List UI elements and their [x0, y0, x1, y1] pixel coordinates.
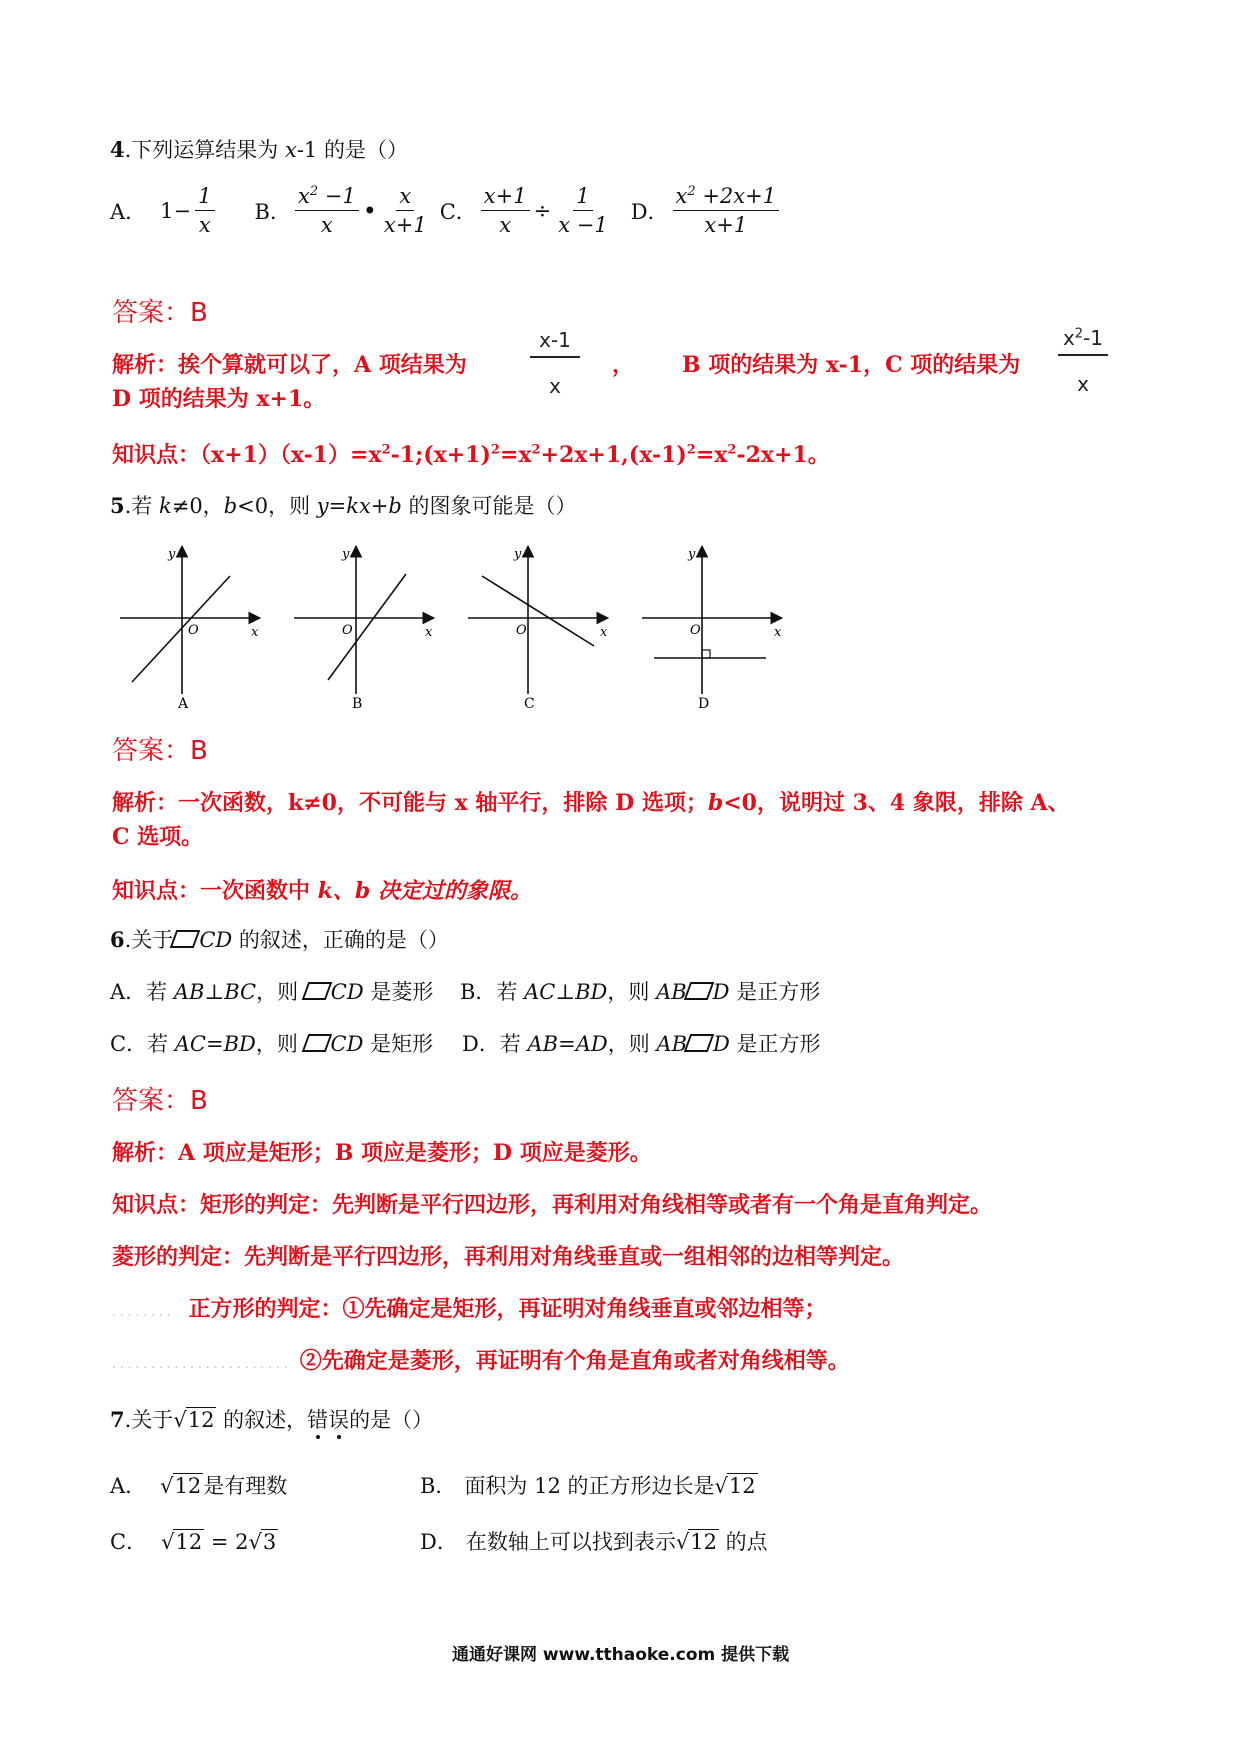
frac-num: x-1: [539, 328, 571, 352]
q6-d-cond: AB=AD: [527, 1032, 608, 1056]
q4-a-frac: [195, 184, 214, 237]
q6-knowledge-2: 菱形的判定：先判断是平行四边形，再利用对角线垂直或一组相邻的边相等判定。: [112, 1244, 905, 1270]
footer-source: 通通好课网 www.tthaoke.com 提供下载: [452, 1645, 790, 1665]
knowledge-part: +2x+1,(x-1): [540, 442, 687, 468]
q4-stem-var: x: [284, 138, 297, 162]
q7-number: 7: [110, 1407, 125, 1432]
q5-analysis-a: 解析：一次函数，k≠0，不可能与 x 轴平行，排除 D 选项；: [112, 790, 708, 816]
q7-b-label: B．: [420, 1474, 457, 1498]
q6-option-c: [110, 1028, 433, 1058]
q7-c-eq: = 2: [204, 1530, 249, 1554]
q6-answer: 答案：B: [112, 1086, 208, 1116]
knowledge-part: =x: [499, 442, 532, 468]
q7-d-text: 在数轴上可以找到表示: [465, 1530, 676, 1554]
frac-num: [295, 184, 359, 211]
q4-analysis-frac-c: [1058, 328, 1108, 394]
q5-stem-k: k: [158, 494, 172, 518]
frac-den: x −1: [558, 213, 608, 238]
sqrt-radicand: 3: [262, 1530, 277, 1554]
frac-num: 1: [573, 184, 592, 211]
q4-analysis-comma: ，: [612, 352, 635, 378]
q4-stem-text: .下列运算结果为: [124, 138, 285, 162]
graph-b-origin: O: [342, 623, 353, 638]
frac-num: x+1: [481, 184, 530, 211]
frac-den: x: [549, 374, 561, 398]
graph-d-origin: O: [690, 623, 701, 638]
q4-option-d-label: D．: [630, 199, 669, 224]
q4-c-div: ÷: [533, 198, 552, 223]
q4-answer: 答案：B: [112, 298, 208, 328]
graph-d-label: D: [698, 696, 710, 711]
knowledge-sup: 2: [490, 442, 500, 458]
q4-options: [110, 184, 783, 237]
q4-c-frac1: [481, 184, 530, 237]
q5-knowledge-a: 知识点：一次函数中: [112, 878, 318, 904]
q6-knowledge-4: [112, 1344, 850, 1375]
graph-b-y: y: [342, 547, 350, 562]
knowledge-part: =x: [695, 442, 728, 468]
q5-answer: 答案：B: [112, 736, 208, 766]
q5-stem-a: .若: [124, 494, 159, 518]
q7-option-b: [420, 1470, 758, 1500]
knowledge-part: -2x+1。: [736, 442, 830, 468]
knowledge-sup: 2: [686, 442, 696, 458]
q4-knowledge: [112, 438, 830, 469]
sqrt-symbol: √12: [173, 1408, 215, 1432]
q5-stem-y: y=kx+b: [316, 494, 402, 518]
graph-d-x: x: [774, 625, 782, 640]
q4-c-frac2: [555, 184, 610, 237]
q5-stem-bv: b: [223, 494, 238, 518]
sqrt-radicand: 12: [187, 1408, 215, 1432]
q6-option-b: [460, 976, 820, 1006]
sqrt-symbol: √12: [161, 1530, 203, 1554]
q6-d-res: 是正方形: [729, 1032, 821, 1056]
q6-d-then: ，则: [607, 1032, 657, 1056]
graph-b-x: x: [425, 625, 433, 640]
frac-den: x: [198, 213, 211, 238]
q5-stem-b: ≠0，: [171, 494, 224, 518]
q7-option-a: [110, 1470, 287, 1500]
q4-analysis-line1: [112, 348, 467, 379]
q7-option-c: [110, 1526, 278, 1556]
q6-b-label: B．若: [460, 980, 525, 1004]
frac-num-sup: 2: [1074, 326, 1084, 342]
sqrt-radicand: 12: [728, 1474, 756, 1498]
q5-knowledge-b: k、b 决定过的象限。: [317, 878, 532, 904]
q4-option-b-label: B．: [254, 199, 291, 224]
sqrt-symbol: √12: [714, 1474, 756, 1498]
q7-stem: [110, 1404, 433, 1434]
frac-den: x: [1077, 372, 1089, 396]
q6-a-res: 是菱形: [363, 980, 434, 1004]
graph-c: [468, 547, 608, 711]
q7-b-text: 面积为 12 的正方形边长是: [464, 1474, 715, 1498]
q7-d-label: D．: [420, 1530, 458, 1554]
q4-b-frac2: [381, 184, 430, 237]
graph-c-label: C: [524, 696, 535, 711]
knowledge-sup: 2: [381, 442, 391, 458]
q6-b-cond2: BD: [575, 980, 608, 1004]
q7-stem-b: 的叙述，: [216, 1408, 308, 1432]
q6-b-perp: ⊥: [555, 980, 576, 1004]
q6-a-then: ，则: [256, 980, 305, 1004]
parallelogram-icon: [170, 930, 201, 948]
graph-b-label: B: [352, 696, 363, 711]
q4-number: 4: [110, 137, 125, 162]
frac-den: x+1: [383, 213, 427, 238]
frac-num-var: x: [675, 184, 688, 208]
q6-stem: [110, 924, 449, 954]
knowledge-label: 知识点：: [112, 442, 201, 468]
q6-b-res: 是正方形: [729, 980, 821, 1004]
sqrt-symbol: √3: [248, 1530, 277, 1554]
q6-option-a: [110, 976, 433, 1006]
q6-a-shape: CD: [330, 980, 364, 1004]
q7-c-label: C．: [110, 1530, 148, 1554]
parallelogram-icon: [302, 982, 333, 1000]
parallelogram-icon: [683, 982, 714, 1000]
q6-stem-cd: CD: [199, 928, 233, 952]
q6-d-label: D．若: [462, 1032, 528, 1056]
q6-c-res: 是矩形: [363, 1032, 434, 1056]
q4-analysis-frac-a: [530, 330, 580, 396]
graph-c-y: y: [514, 547, 522, 562]
graph-a-label: A: [178, 696, 189, 711]
q7-emphasis-2: 误: [328, 1408, 350, 1432]
frac-den: x: [320, 213, 333, 238]
frac-num: [673, 184, 780, 211]
q4-b-dot: •: [362, 196, 377, 225]
frac-num-tail: −1: [318, 184, 356, 208]
knowledge-sup: 2: [727, 442, 737, 458]
sqrt-radicand: 12: [690, 1530, 717, 1554]
graph-a-origin: O: [188, 623, 199, 638]
q5-analysis-line2: C 选项。: [112, 824, 204, 850]
q7-d-tail: 的点: [718, 1530, 768, 1554]
dot-leader: .......................: [112, 1357, 292, 1371]
knowledge-part: -1;(x+1): [390, 442, 491, 468]
q4-stem: [110, 134, 408, 164]
frac-num-var: x: [297, 184, 310, 208]
q6-a-label: A．若: [110, 980, 174, 1004]
knowledge-sup: 2: [531, 442, 541, 458]
q4-option-c-label: C．: [439, 199, 477, 224]
q6-a-cond2: BC: [224, 980, 257, 1004]
q6-b-shape-a: AB: [656, 980, 687, 1004]
q5-stem-c: <0，则: [237, 494, 317, 518]
sqrt-symbol: √12: [675, 1530, 717, 1554]
frac-den: x+1: [704, 213, 748, 238]
q7-emphasis-1: 错: [307, 1408, 329, 1432]
frac-num-tail: -1: [1083, 326, 1104, 350]
q6-option-d: [462, 1028, 821, 1058]
q6-k3-text: 正方形的判定：①先确定是矩形，再证明对角线垂直或邻边相等；: [188, 1296, 827, 1322]
q4-analysis-text-a: 解析：挨个算就可以了，A 项结果为: [112, 352, 467, 378]
q5-number: 5: [110, 493, 125, 518]
q5-knowledge: [112, 874, 532, 905]
q6-stem-b: 的叙述，正确的是（）: [232, 928, 449, 952]
q6-a-cond: AB: [173, 980, 205, 1004]
q6-c-label: C．若: [110, 1032, 175, 1056]
frac-num: [1063, 328, 1103, 354]
frac-num-tail: +2x+1: [695, 184, 777, 208]
graph-b: [294, 547, 433, 711]
q7-option-d: [420, 1526, 768, 1556]
frac-num: 1: [195, 184, 214, 211]
q6-stem-a: .关于: [124, 928, 174, 952]
knowledge-part: （x+1）（x-1）=x: [200, 442, 382, 468]
q4-option-a-label: A．: [110, 199, 147, 224]
frac-num: x: [396, 184, 414, 211]
q6-a-perp: ⊥: [204, 980, 225, 1004]
q6-k4-text: ②先确定是菱形，再证明有个角是直角或者对角线相等。: [299, 1348, 850, 1374]
graph-a-y: y: [168, 547, 176, 562]
q7-stem-d: 的是（）: [349, 1408, 434, 1432]
graph-a: [120, 547, 259, 711]
q6-b-then: ，则: [607, 980, 657, 1004]
dot-leader: ........: [112, 1305, 175, 1319]
sqrt-symbol: √12: [160, 1474, 202, 1498]
frac-num-sup: 2: [309, 184, 319, 199]
q6-analysis: 解析：A 项应是矩形；B 项应是菱形；D 项应是菱形。: [112, 1140, 652, 1166]
q6-d-shape-a: AB: [656, 1032, 688, 1056]
frac-den: x: [499, 213, 512, 238]
sqrt-radicand: 12: [174, 1474, 202, 1498]
graph-a-x: x: [251, 625, 259, 640]
parallelogram-icon: [684, 1034, 715, 1052]
q4-a-minus: −: [173, 198, 192, 223]
q6-knowledge-3: [112, 1292, 827, 1323]
sqrt-radicand: 12: [175, 1530, 203, 1554]
q4-d-frac: [673, 184, 780, 237]
q5-stem: [110, 490, 577, 520]
frac-num-sup: 2: [687, 184, 696, 199]
q7-a-text: 是有理数: [203, 1474, 288, 1498]
q6-c-cond: AC=BD: [174, 1032, 256, 1056]
q6-d-shape-b: D: [713, 1032, 730, 1056]
graph-c-origin: O: [516, 623, 527, 638]
frac-num-var: x: [1062, 326, 1075, 350]
q6-b-shape-b: D: [712, 980, 730, 1004]
q5-analysis-line1: [112, 786, 1070, 817]
q4-analysis-line2: D 项的结果为 x+1。: [112, 386, 326, 412]
q6-b-cond: AC: [524, 980, 556, 1004]
parallelogram-icon: [301, 1034, 332, 1052]
q6-number: 6: [110, 927, 125, 952]
q4-analysis-b: B 项的结果为 x-1，C 项的结果为: [682, 352, 1021, 378]
graph-d: [642, 547, 782, 711]
q5-analysis-c: <0，说明过 3、4 象限，排除 A、: [723, 790, 1070, 816]
graph-d-y: y: [688, 547, 696, 562]
q4-b-frac1: [295, 184, 359, 237]
q5-stem-d: 的图象可能是（）: [401, 494, 577, 518]
q5-graphs: [110, 536, 810, 711]
q4-a-one: 1: [160, 198, 174, 223]
q6-c-shape: CD: [330, 1032, 364, 1056]
q7-a-label: A．: [110, 1474, 147, 1498]
q5-analysis-b: b: [707, 790, 724, 816]
graph-c-x: x: [600, 625, 608, 640]
q6-knowledge-1: 知识点：矩形的判定：先判断是平行四边形，再利用对角线相等或者有一个角是直角判定。: [112, 1192, 993, 1218]
q6-c-then: ，则: [255, 1032, 305, 1056]
q7-stem-a: .关于: [124, 1408, 174, 1432]
q4-stem-tail: -1 的是（）: [296, 138, 408, 162]
